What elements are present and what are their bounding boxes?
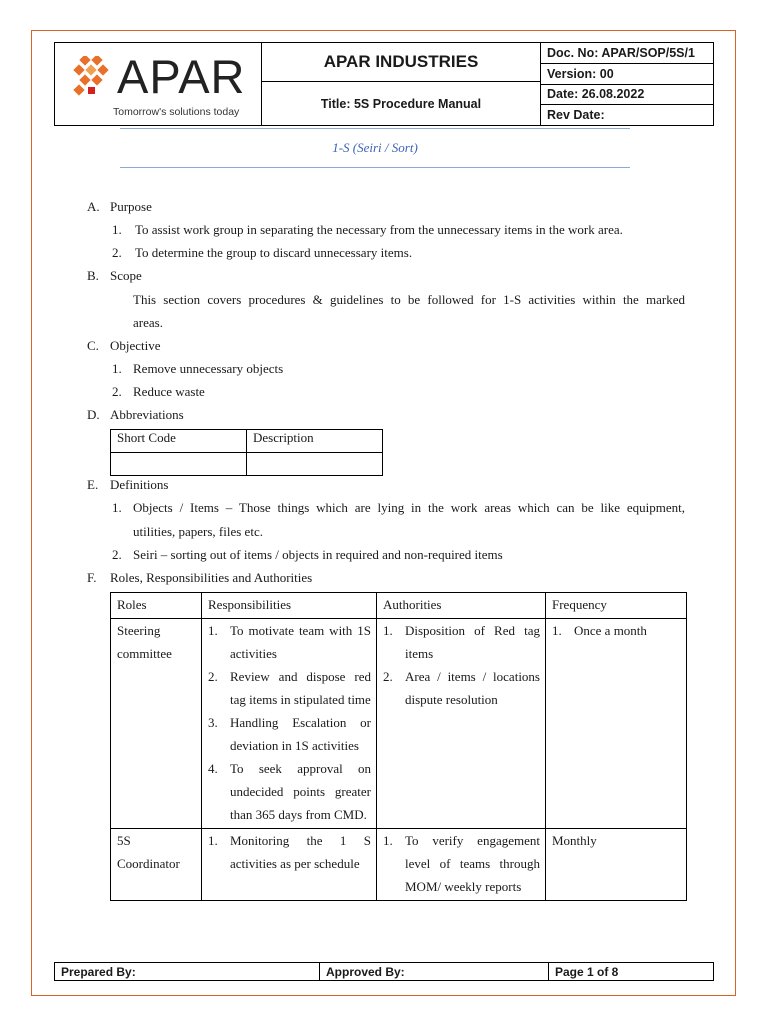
document-header: [54, 42, 714, 126]
list-item: [208, 665, 371, 711]
list-item: [552, 619, 681, 642]
rev-date: Rev Date:: [547, 108, 605, 123]
document-meta: [541, 43, 713, 125]
list-item: [208, 619, 371, 665]
table-header-cell: Authorities: [377, 593, 546, 619]
list-number: 2.: [383, 669, 393, 684]
table-row: [111, 619, 687, 829]
page-number: Page 1 of 8: [555, 964, 619, 979]
section-rule-top: [120, 128, 630, 129]
list-number: 1.: [208, 623, 218, 638]
role-cell: 5S Coordinator: [111, 829, 202, 901]
roles-table: [110, 592, 687, 901]
doc-date: Date: 26.08.2022: [541, 85, 713, 106]
abbreviations-table: [110, 429, 383, 476]
list-item-text: Area / items / locations dispute resolution: [405, 669, 540, 707]
list-item-text: Handling Escalation or deviation in 1S activities: [230, 715, 371, 753]
list-item-text: Disposition of Red tag items: [405, 623, 540, 661]
abbreviations-heading: Abbreviations: [110, 407, 184, 422]
table-header-cell: Roles: [111, 593, 202, 619]
scope-heading: Scope: [110, 268, 142, 283]
definitions-marker: E.: [87, 477, 99, 492]
purpose-item: To determine the group to discard unnecessary items.: [135, 245, 413, 260]
purpose-item: To assist work group in separating the necessary from the unnecessary items in the work area.: [135, 222, 623, 237]
list-item: [208, 711, 371, 757]
frequency-cell: Monthly: [546, 829, 687, 901]
abbreviations-marker: D.: [87, 407, 100, 422]
list-number: 1.: [112, 222, 122, 237]
responsibilities-cell: [202, 619, 377, 829]
logo-tagline: Tomorrow's solutions today: [113, 106, 240, 118]
definition-item: Objects / Items – Those things which are lying in the work areas which can be like equipment,: [133, 500, 685, 515]
prepared-by: Prepared By:: [55, 963, 320, 980]
list-item: [208, 757, 371, 826]
list-item: [208, 829, 371, 875]
logo-cell: [55, 43, 262, 125]
roles-heading: Roles, Responsibilities and Authorities: [110, 570, 313, 585]
approved-by: Approved By:: [320, 963, 549, 980]
objective-item: Remove unnecessary objects: [133, 361, 284, 376]
table-header-cell: Frequency: [546, 593, 687, 619]
list-item-text: Monitoring the 1 S activities as per schedule: [230, 833, 371, 871]
list-item: [383, 619, 540, 665]
roles-marker: F.: [87, 570, 97, 585]
list-number: 3.: [208, 715, 218, 730]
list-item-text: To verify engagement level of teams through MOM/ weekly reports: [405, 833, 540, 894]
list-number: 1.: [383, 623, 393, 638]
doc-version: Version: 00: [541, 64, 713, 85]
frequency-cell: [546, 619, 687, 829]
definitions-heading: Definitions: [110, 477, 169, 492]
objective-marker: C.: [87, 338, 99, 353]
definition-item: Seiri – sorting out of items / objects in required and non-required items: [133, 547, 503, 562]
scope-text: areas.: [133, 315, 163, 330]
list-item: [383, 665, 540, 711]
list-item-text: To seek approval on undecided points greater than 365 days from CMD.: [230, 761, 371, 822]
list-item-text: To motivate team with 1S activities: [230, 623, 371, 661]
list-number: 2.: [112, 245, 122, 260]
list-item-text: Once a month: [574, 623, 647, 638]
table-header-cell: Description: [247, 430, 383, 453]
scope-text: This section covers procedures & guidelines to be followed for 1-S activities within the marked: [133, 292, 685, 307]
list-item-text: Review and dispose red tag items in stipulated time: [230, 669, 371, 707]
title-cell: [262, 43, 541, 125]
table-header-row: [111, 593, 687, 619]
table-cell: [247, 453, 383, 476]
document-title: Title: 5S Procedure Manual: [320, 96, 482, 111]
authorities-cell: [377, 829, 546, 901]
table-header-cell: Responsibilities: [202, 593, 377, 619]
list-number: 1.: [383, 833, 393, 848]
definition-item: utilities, papers, files etc.: [133, 524, 263, 539]
apar-logo-icon: [71, 56, 111, 100]
list-number: 4.: [208, 761, 218, 776]
list-number: 2.: [112, 547, 122, 562]
table-header-cell: Short Code: [111, 430, 247, 453]
responsibilities-cell: [202, 829, 377, 901]
list-number: 1.: [112, 361, 122, 376]
section-rule-bottom: [120, 167, 630, 168]
doc-number: Doc. No: APAR/SOP/5S/1: [541, 43, 713, 64]
objective-heading: Objective: [110, 338, 161, 353]
authorities-cell: [377, 619, 546, 829]
purpose-marker: A.: [87, 199, 100, 214]
purpose-heading: Purpose: [110, 199, 152, 214]
list-number: 1.: [552, 623, 562, 638]
table-cell: [111, 453, 247, 476]
list-number: 2.: [208, 669, 218, 684]
table-row: [111, 430, 383, 453]
role-cell: Steering committee: [111, 619, 202, 829]
table-row: [111, 453, 383, 476]
list-number: 1.: [208, 833, 218, 848]
logo-text: APAR: [117, 50, 246, 103]
section-heading: 1-S (Seiri / Sort): [332, 140, 418, 155]
table-row: [111, 829, 687, 901]
list-item: [383, 829, 540, 898]
scope-marker: B.: [87, 268, 99, 283]
list-number: 1.: [112, 500, 122, 515]
company-name: APAR INDUSTRIES: [262, 43, 540, 82]
document-footer: [54, 962, 714, 981]
list-number: 2.: [112, 384, 122, 399]
objective-item: Reduce waste: [133, 384, 205, 399]
